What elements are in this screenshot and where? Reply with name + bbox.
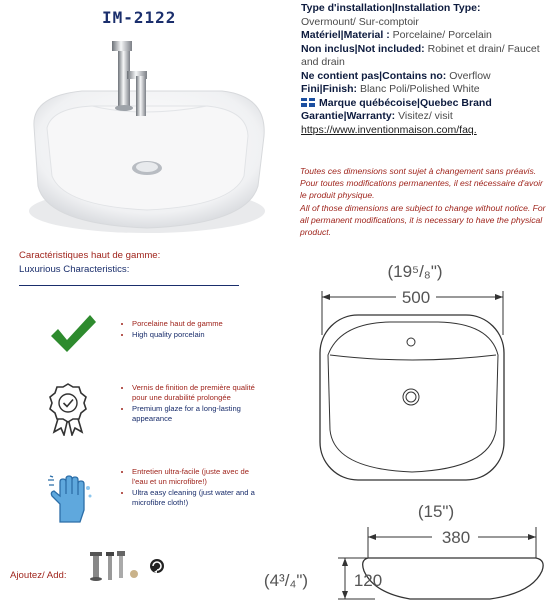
drain-hole xyxy=(403,389,419,405)
disclaimer-fr: Toutes ces dimensions sont sujet à changement sans préavis. Pour toutes modifications permanentes, il est nécessaire d'avoir le produit physique. xyxy=(300,166,543,201)
spec-installation: Type d'installation|Installation Type: Overmount/ Sur-comptoir xyxy=(301,2,481,28)
accessories-icons xyxy=(84,548,174,584)
cleaning-glove-icon xyxy=(46,474,94,524)
spec-not-included: Non inclus|Not included: Robinet et drain/ Faucet and drain xyxy=(301,42,540,68)
add-label: Ajoutez/ Add: xyxy=(10,570,67,581)
spec-material: Matériel|Material : Porcelaine/ Porcelain xyxy=(301,29,492,41)
disclaimer xyxy=(300,165,550,238)
divider xyxy=(19,285,239,286)
checkmark-icon xyxy=(48,312,98,354)
top-width-inches: (19⁵/₈") xyxy=(387,262,443,281)
luxurious-heading-fr: Caractéristiques haut de gamme: xyxy=(19,250,161,261)
spec-warranty: Garantie|Warranty: Visitez/ visit xyxy=(301,110,453,122)
specifications xyxy=(301,2,556,137)
dimension-drawing xyxy=(250,255,560,609)
sink-photo xyxy=(22,36,272,236)
model-number: IM-2122 xyxy=(102,8,177,27)
feature-cleaning: • Entretien ultra-facile (juste avec de l'eau et un microfibre!) • Ultra easy cleaning (just water and a microfibre cloth!) xyxy=(122,467,262,509)
luxurious-heading-en: Luxurious Characteristics: xyxy=(19,264,130,275)
height-mm: 120 xyxy=(353,571,383,590)
award-badge-icon xyxy=(48,382,88,436)
feature-glaze: • Vernis de finition de première qualité pour une durabilité prolongée • Premium glaze for a long-lasting appearance xyxy=(122,383,262,425)
spec-quebec-brand: Marque québécoise|Quebec Brand xyxy=(301,97,556,111)
drain-icon-3 xyxy=(117,551,125,578)
quebec-flag-icon xyxy=(301,98,315,107)
drain-icon xyxy=(90,552,102,581)
faucet-hole xyxy=(407,338,415,346)
drain-icon-2 xyxy=(106,552,114,580)
height-inches: (4³/₄") xyxy=(263,571,309,590)
spec-contains-no: Ne contient pas|Contains no: Overflow xyxy=(301,69,491,82)
side-width-mm: 380 xyxy=(441,528,471,547)
top-width-mm: 500 xyxy=(401,288,431,307)
warranty-link[interactable]: https://www.inventionmaison.com/faq. xyxy=(301,123,477,136)
basin-side-view xyxy=(363,558,543,599)
spec-finish: Fini|Finish: Blanc Poli/Polished White xyxy=(301,83,480,95)
feature-porcelain: • Porcelaine haut de gamme • High quality porcelain xyxy=(122,319,262,341)
disclaimer-en: All of those dimensions are subject to change without notice. For all permanent modifications, it is necessary to have the physical product. xyxy=(300,202,546,238)
side-width-inches: (15") xyxy=(417,502,455,521)
